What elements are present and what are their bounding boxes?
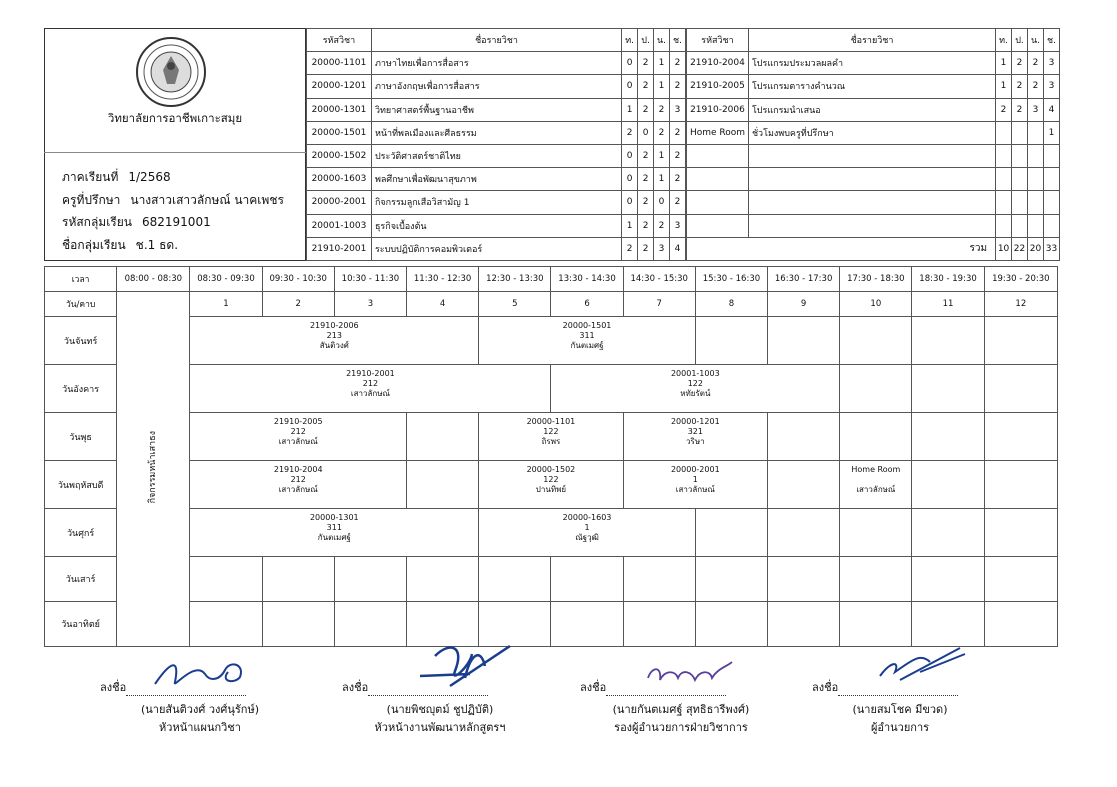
group-name-value: ช.1 ธด. (135, 238, 179, 252)
class-teacher: หทัยรัตน์ (680, 389, 711, 398)
class-room: 122 (543, 475, 559, 484)
total-c: 33 (1043, 237, 1059, 260)
hours-p: 2 (1012, 75, 1028, 98)
subject-name: วิทยาศาสตร์พื้นฐานอาชีพ (371, 98, 621, 121)
signer-role: หัวหน้างานพัฒนาหลักสูตรฯ (374, 721, 506, 734)
subject-code: Home Room (687, 121, 749, 144)
col-code: รหัสวิชา (687, 29, 749, 52)
hours-p: 2 (638, 168, 654, 191)
period-number: 2 (262, 292, 334, 317)
class-teacher: กันตเมศฐ์ (317, 533, 351, 542)
class-teacher: กันตเมศฐ์ (570, 341, 604, 350)
day-label: วันศุกร์ (45, 509, 117, 557)
table-row (307, 144, 686, 167)
period-number: 3 (334, 292, 406, 317)
time-slot: 13:30 - 14:30 (551, 267, 623, 292)
time-slot: 15:30 - 16:30 (695, 267, 767, 292)
group-name-line (62, 236, 178, 255)
hours-total: 2 (669, 168, 685, 191)
hours-p: 2 (638, 98, 654, 121)
hours-t: 2 (622, 237, 638, 260)
class-room: 213 (326, 331, 342, 340)
hours-total: 2 (669, 52, 685, 75)
subject-code: 20000-1201 (307, 75, 372, 98)
class-room: 212 (290, 427, 306, 436)
col-c: ช. (669, 29, 685, 52)
credits: 1 (654, 144, 670, 167)
table-row (687, 98, 1060, 121)
class-room: 321 (687, 427, 703, 436)
day-row-saturday (45, 557, 1058, 602)
subject-code: 20001-1003 (307, 214, 372, 237)
col-p: ป. (638, 29, 654, 52)
signature-dots (838, 685, 958, 696)
credits: 2 (654, 121, 670, 144)
table-row (687, 75, 1060, 98)
signer-role: รองผู้อำนวยการฝ่ายวิชาการ (614, 721, 748, 734)
period-label: วัน/คาบ (45, 292, 117, 317)
credits: 1 (654, 75, 670, 98)
signer-role: หัวหน้าแผนกวิชา (159, 721, 241, 734)
time-slot: 09:30 - 10:30 (262, 267, 334, 292)
hours-t: 1 (996, 75, 1012, 98)
subject-name: ภาษาอังกฤษเพื่อการสื่อสาร (371, 75, 621, 98)
table-row (307, 98, 686, 121)
credits: 2 (654, 98, 670, 121)
college-name: วิทยาลัยการอาชีพเกาะสมุย (107, 111, 243, 125)
day-row-wednesday (45, 413, 1058, 461)
credits: 3 (1028, 98, 1044, 121)
time-row (45, 267, 1058, 292)
class-room: 311 (326, 523, 342, 532)
table-row (307, 214, 686, 237)
period-number: 5 (479, 292, 551, 317)
subject-name: ภาษาไทยเพื่อการสื่อสาร (371, 52, 621, 75)
table-row (687, 168, 1060, 191)
credits: 3 (654, 237, 670, 260)
subject-name: กิจกรรมลูกเสือวิสามัญ 1 (371, 191, 621, 214)
hours-t: 1 (622, 98, 638, 121)
class-code: Home Room (851, 465, 901, 474)
class-teacher: วริษา (686, 437, 705, 446)
hours-t: 1 (996, 52, 1012, 75)
hours-total: 3 (669, 98, 685, 121)
period-number: 12 (984, 292, 1057, 317)
time-slot: 08:30 - 09:30 (190, 267, 262, 292)
subjects-right-table (686, 28, 1060, 261)
subjects-left-table (306, 28, 686, 261)
signer-1 (100, 700, 300, 736)
signer-4 (810, 700, 990, 736)
totals-label: รวม (687, 237, 996, 260)
class-block (190, 317, 479, 365)
col-c: ช. (1043, 29, 1059, 52)
hours-total: 4 (1043, 98, 1059, 121)
credits: 1 (654, 168, 670, 191)
table-row (687, 52, 1060, 75)
group-code-line (62, 213, 211, 232)
period-number: 7 (623, 292, 695, 317)
day-label: วันอาทิตย์ (45, 602, 117, 647)
credits (1028, 121, 1044, 144)
subject-code: 20000-1301 (307, 98, 372, 121)
table-row (687, 121, 1060, 144)
subject-code: 20000-1101 (307, 52, 372, 75)
table-row (307, 52, 686, 75)
table-row (307, 121, 686, 144)
sign-label: ลงชื่อ (812, 681, 839, 694)
period-number: 9 (768, 292, 840, 317)
subject-code: 21910-2006 (687, 98, 749, 121)
hours-t (996, 121, 1012, 144)
class-teacher: เสาวลักษณ์ (278, 437, 318, 446)
subject-name: โปรแกรมนำเสนอ (748, 98, 995, 121)
table-row (687, 144, 1060, 167)
signer-name: (นายสมโชค มีขวด) (852, 703, 948, 716)
col-n: น. (1028, 29, 1044, 52)
semester-value: 1/2568 (128, 170, 171, 184)
subject-code: 20000-1502 (307, 144, 372, 167)
hours-total: 3 (1043, 75, 1059, 98)
signer-name: (นายพิชญุตม์ ชูปฏิบัติ) (386, 703, 494, 716)
subject-code: 21910-2004 (687, 52, 749, 75)
class-teacher: เสาวลักษณ์ (856, 485, 896, 494)
col-t: ท. (996, 29, 1012, 52)
group-code-label: รหัสกลุ่มเรียน (62, 215, 132, 229)
class-block (551, 365, 840, 413)
hours-p: 2 (1012, 98, 1028, 121)
hours-p: 2 (638, 75, 654, 98)
hours-p: 2 (1012, 52, 1028, 75)
totals-row (687, 237, 1060, 260)
flag-activity-label: กิจกรรมหน้าเสาธง (148, 431, 159, 504)
day-label: วันเสาร์ (45, 557, 117, 602)
class-code: 20000-1201 (670, 417, 720, 426)
hours-t: 0 (622, 191, 638, 214)
class-code: 20000-1502 (526, 465, 576, 474)
time-slot: 18:30 - 19:30 (912, 267, 984, 292)
signature-1-icon (150, 652, 260, 692)
subjects-left-header (307, 29, 686, 52)
table-row (687, 214, 1060, 237)
credits: 1 (654, 52, 670, 75)
period-number: 4 (407, 292, 479, 317)
advisor-line (62, 191, 284, 210)
time-slot: 12:30 - 13:30 (479, 267, 551, 292)
time-slot: 17:30 - 18:30 (840, 267, 912, 292)
hours-total: 2 (669, 144, 685, 167)
day-row-sunday (45, 602, 1058, 647)
advisor-value: นางสาวเสาวลักษณ์ นาคเพชร (130, 193, 284, 207)
sign-label: ลงชื่อ (342, 681, 369, 694)
hours-p: 2 (638, 191, 654, 214)
hours-t: 0 (622, 168, 638, 191)
hours-p: 2 (638, 144, 654, 167)
hours-t: 0 (622, 52, 638, 75)
day-label: วันพุธ (45, 413, 117, 461)
timetable (44, 266, 1058, 647)
hours-p (1012, 121, 1028, 144)
col-p: ป. (1012, 29, 1028, 52)
hours-total: 4 (669, 237, 685, 260)
hours-t: 0 (622, 75, 638, 98)
table-row (687, 191, 1060, 214)
class-block (479, 461, 623, 509)
signature-4-icon (870, 642, 970, 686)
class-room: 1 (692, 475, 698, 484)
advisor-label: ครูที่ปรึกษา (62, 193, 121, 207)
total-n: 20 (1028, 237, 1044, 260)
class-room: 122 (543, 427, 559, 436)
day-label: วันพฤหัสบดี (45, 461, 117, 509)
class-room: 212 (362, 379, 379, 388)
hours-total: 2 (669, 75, 685, 98)
time-label: เวลา (45, 267, 117, 292)
period-number: 10 (840, 292, 912, 317)
class-block (623, 413, 767, 461)
group-name-label: ชื่อกลุ่มเรียน (62, 238, 126, 252)
subject-name: ระบบปฏิบัติการคอมพิวเตอร์ (371, 237, 621, 260)
credits: 2 (1028, 75, 1044, 98)
class-code: 21910-2006 (309, 321, 359, 330)
credits: 2 (654, 214, 670, 237)
class-room: 311 (579, 331, 595, 340)
subject-name: ชั่วโมงพบครูที่ปรึกษา (748, 121, 995, 144)
col-name: ชื่อรายวิชา (371, 29, 621, 52)
col-name: ชื่อรายวิชา (748, 29, 995, 52)
time-slot: 16:30 - 17:30 (768, 267, 840, 292)
period-number: 8 (695, 292, 767, 317)
class-code: 21910-2004 (273, 465, 323, 474)
class-teacher: สันติวงศ์ (319, 341, 349, 350)
day-label: วันอังคาร (45, 365, 117, 413)
credits: 2 (1028, 52, 1044, 75)
col-code: รหัสวิชา (307, 29, 372, 52)
class-teacher: เสาวลักษณ์ (675, 485, 715, 494)
table-row (307, 191, 686, 214)
subject-code: 20000-1501 (307, 121, 372, 144)
class-teacher: เสาวลักษณ์ (278, 485, 318, 494)
class-code: 20000-1501 (562, 321, 612, 330)
class-code: 20000-1603 (562, 513, 612, 522)
subjects-right-header (687, 29, 1060, 52)
signer-3 (576, 700, 786, 736)
hours-t: 2 (996, 98, 1012, 121)
signer-name: (นายกันตเมศฐ์ สุทธิธารีพงศ์) (612, 703, 750, 716)
hours-total: 1 (1043, 121, 1059, 144)
time-slot: 19:30 - 20:30 (984, 267, 1057, 292)
day-row-thursday (45, 461, 1058, 509)
subject-name: ธุรกิจเบื้องต้น (371, 214, 621, 237)
signature-2-icon (410, 636, 520, 692)
info-divider (44, 152, 306, 153)
time-slot: 14:30 - 15:30 (623, 267, 695, 292)
total-p: 22 (1012, 237, 1028, 260)
subject-name: พลศึกษาเพื่อพัฒนาสุขภาพ (371, 168, 621, 191)
hours-total: 3 (1043, 52, 1059, 75)
class-code: 20000-1301 (309, 513, 359, 522)
day-row-tuesday (45, 365, 1058, 413)
group-code-value: 682191001 (142, 215, 211, 229)
flag-activity-cell (117, 292, 190, 647)
class-block (190, 365, 551, 413)
hours-p: 2 (638, 214, 654, 237)
subject-code: 20000-2001 (307, 191, 372, 214)
period-number: 1 (190, 292, 262, 317)
hours-p: 2 (638, 237, 654, 260)
subject-name: ประวัติศาสตร์ชาติไทย (371, 144, 621, 167)
period-number: 11 (912, 292, 984, 317)
subject-name: หน้าที่พลเมืองและศีลธรรม (371, 121, 621, 144)
total-t: 10 (996, 237, 1012, 260)
class-teacher: ณัฐวุฒิ (575, 533, 599, 542)
hours-p: 0 (638, 121, 654, 144)
table-row (307, 237, 686, 260)
day-row-monday (45, 317, 1058, 365)
signer-role: ผู้อำนวยการ (870, 721, 930, 734)
hours-t: 1 (622, 214, 638, 237)
class-code: 20000-1101 (526, 417, 576, 426)
col-n: น. (654, 29, 670, 52)
hours-t: 2 (622, 121, 638, 144)
time-slot: 11:30 - 12:30 (407, 267, 479, 292)
semester-line (62, 168, 171, 187)
class-block (623, 461, 767, 509)
class-teacher: เสาวลักษณ์ (350, 389, 390, 398)
subject-name: โปรแกรมตารางคำนวณ (748, 75, 995, 98)
subject-code: 20000-1603 (307, 168, 372, 191)
sign-label: ลงชื่อ (100, 681, 127, 694)
class-room: 1 (584, 523, 590, 532)
class-code: 20000-2001 (670, 465, 720, 474)
table-row (307, 75, 686, 98)
class-code: 21910-2001 (346, 369, 395, 378)
subject-code: 21910-2001 (307, 237, 372, 260)
hours-p: 2 (638, 52, 654, 75)
sign-label: ลงชื่อ (580, 681, 607, 694)
signer-name: (นายสันติวงศ์ วงศ์นุรักษ์) (141, 703, 259, 716)
credits: 0 (654, 191, 670, 214)
class-block (190, 509, 479, 557)
class-block (840, 461, 912, 509)
class-code: 20001-1003 (670, 369, 720, 378)
class-code: 21910-2005 (273, 417, 323, 426)
table-row (307, 168, 686, 191)
subject-name: โปรแกรมประมวลผลคำ (748, 52, 995, 75)
period-number: 6 (551, 292, 623, 317)
semester-label: ภาคเรียนที่ (62, 170, 119, 184)
hours-t: 0 (622, 144, 638, 167)
class-block (190, 461, 407, 509)
hours-total: 2 (669, 191, 685, 214)
class-teacher: ถิรพร (541, 437, 561, 446)
class-room: 212 (290, 475, 306, 484)
hours-total: 2 (669, 121, 685, 144)
time-slot: 10:30 - 11:30 (334, 267, 406, 292)
class-block (190, 413, 407, 461)
hours-total: 3 (669, 214, 685, 237)
day-label: วันจันทร์ (45, 317, 117, 365)
signature-3-icon (640, 658, 740, 688)
class-block (479, 509, 696, 557)
col-t: ท. (622, 29, 638, 52)
class-room: 122 (687, 379, 703, 388)
college-seal-icon (135, 36, 207, 108)
class-teacher: ปานทิพย์ (535, 485, 567, 494)
subject-code: 21910-2005 (687, 75, 749, 98)
class-block (479, 413, 623, 461)
class-block (479, 317, 696, 365)
period-row (45, 292, 1058, 317)
time-slot: 08:00 - 08:30 (117, 267, 190, 292)
day-row-friday (45, 509, 1058, 557)
signer-2 (340, 700, 540, 736)
